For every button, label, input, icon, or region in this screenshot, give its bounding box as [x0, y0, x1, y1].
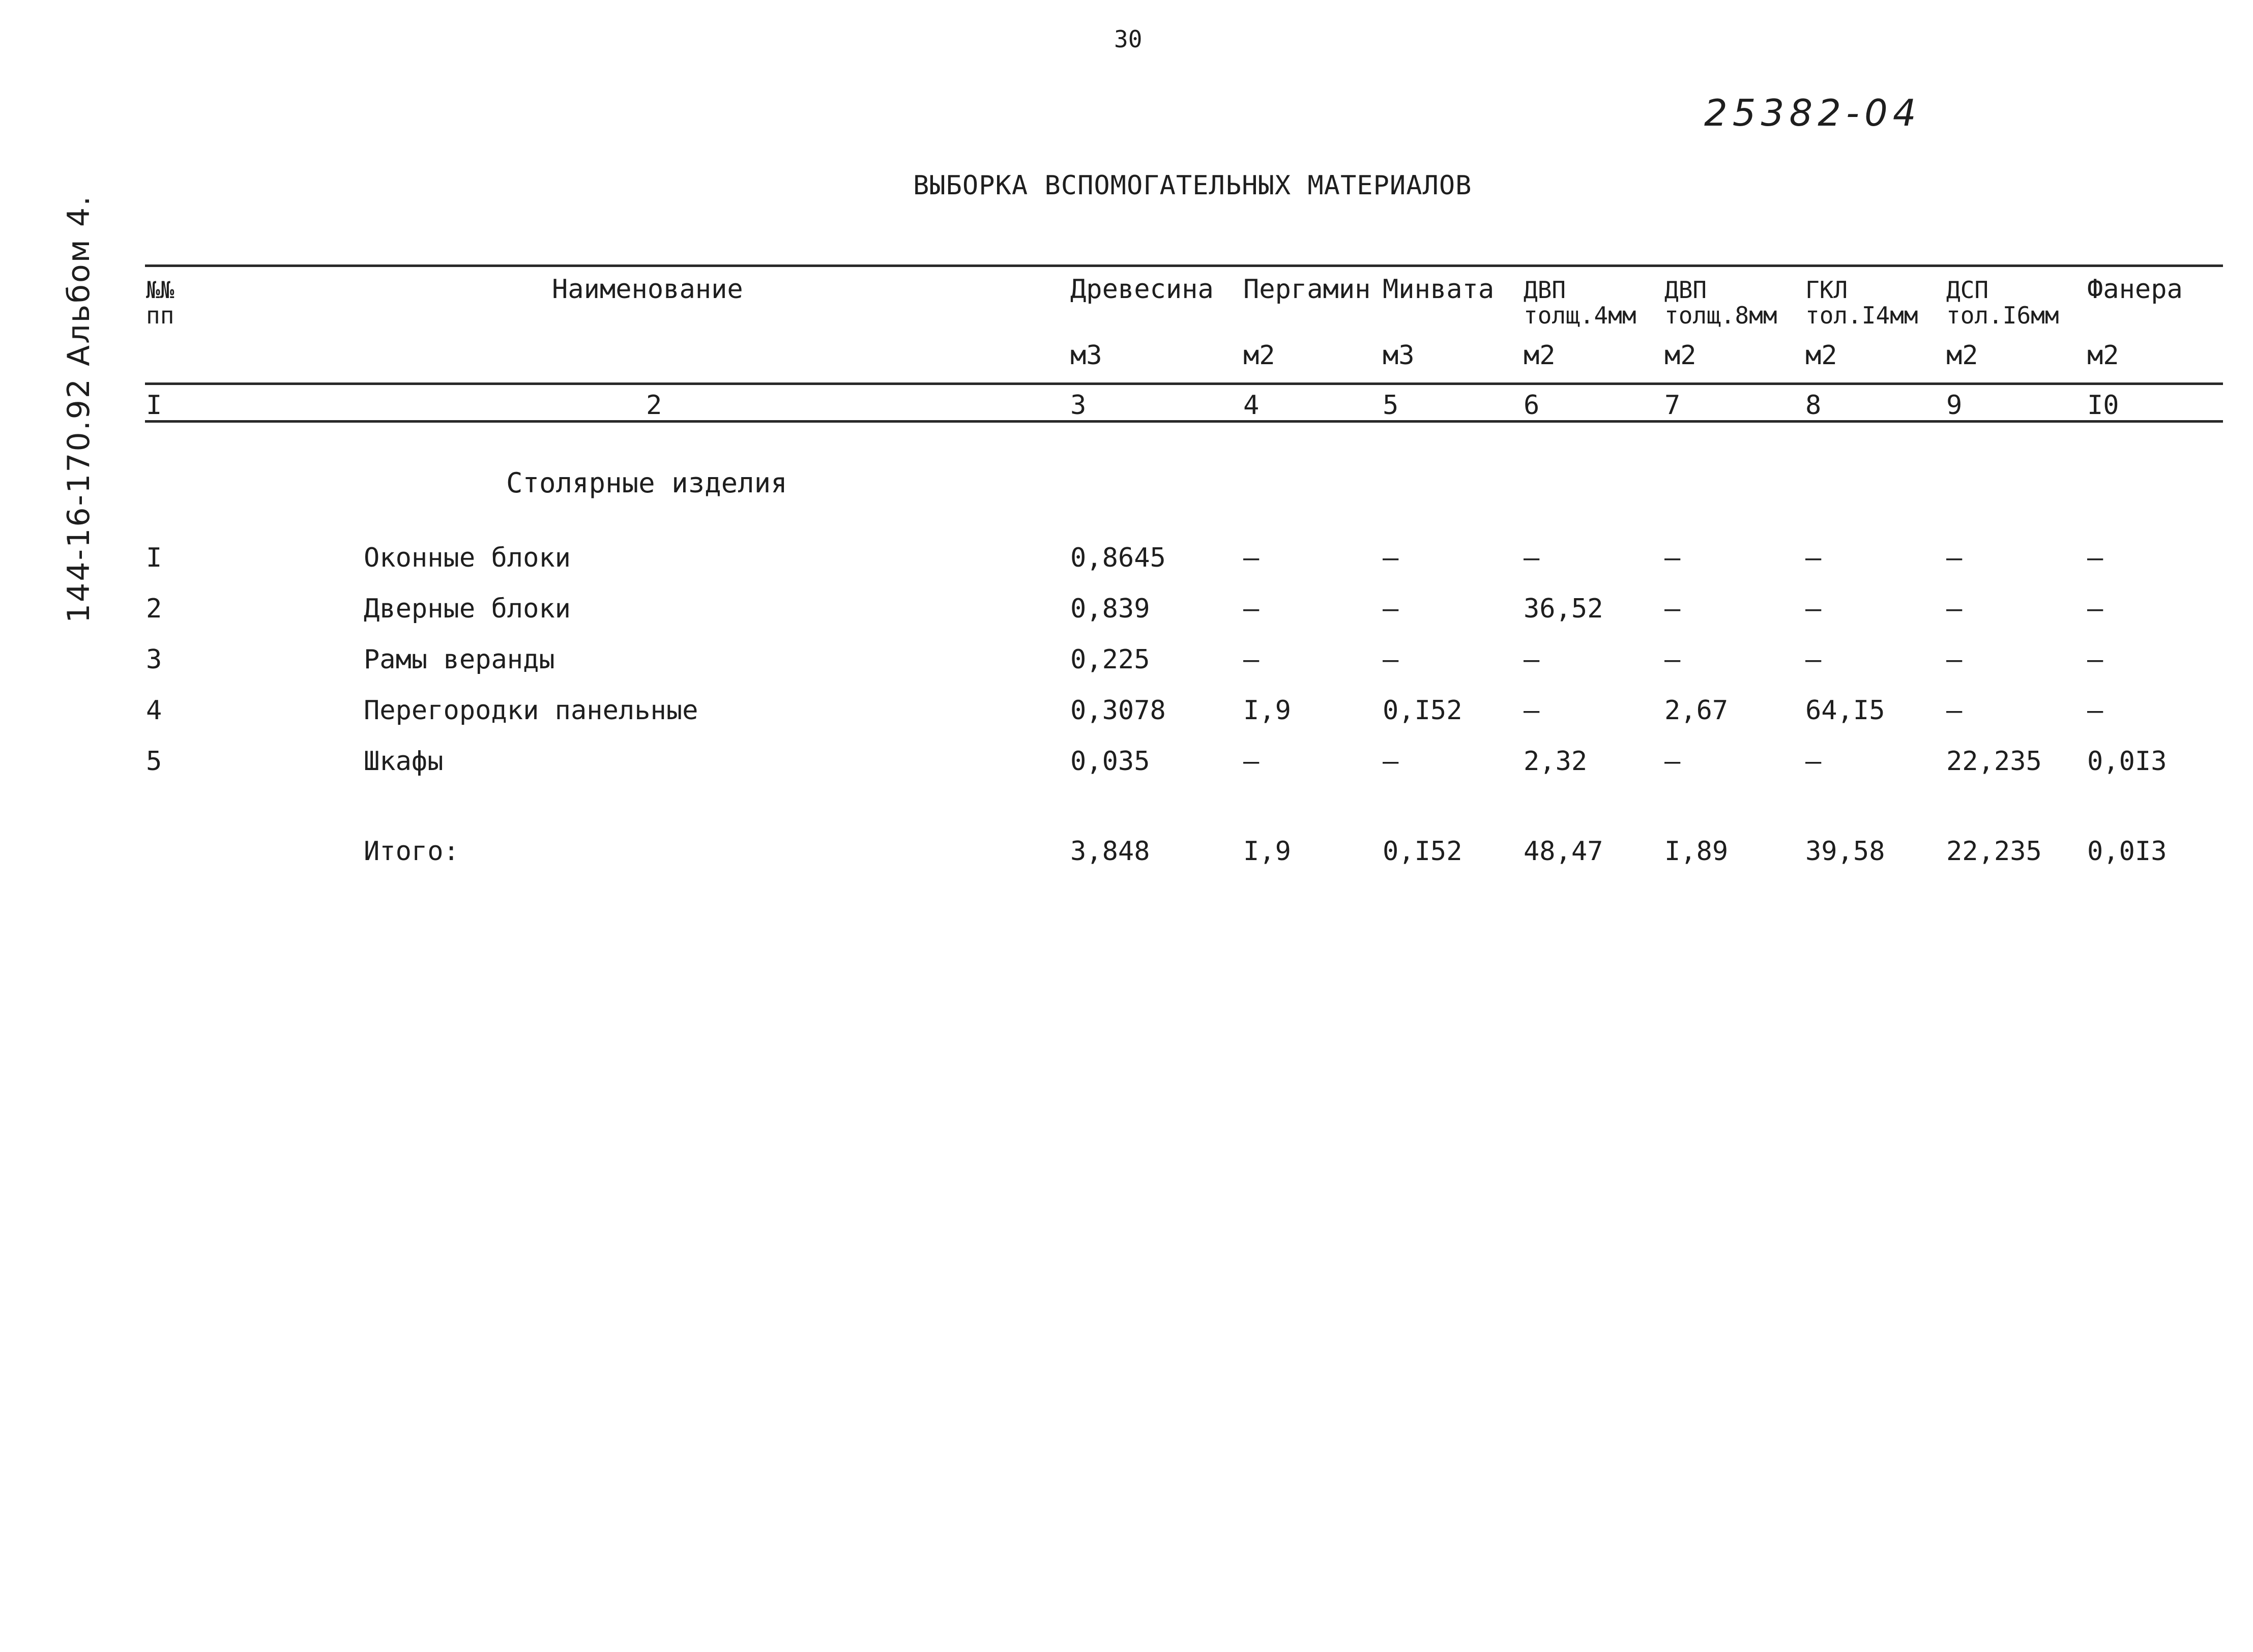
row-value: I,9: [1243, 695, 1291, 726]
row-value: –: [1664, 746, 1681, 777]
column-number: I0: [2087, 390, 2119, 421]
row-value: –: [1664, 594, 1681, 624]
unit-cell: м2: [1946, 340, 1978, 371]
header-number-line2: пп: [146, 302, 174, 329]
row-value: –: [1383, 644, 1399, 675]
row-name: Оконные блоки: [364, 543, 571, 573]
header-plywood: Фанера: [2087, 274, 2183, 305]
unit-cell: м3: [1070, 340, 1102, 371]
row-value: 36,52: [1524, 594, 1603, 624]
row-value: –: [1946, 543, 1963, 573]
row-value: –: [1524, 695, 1540, 726]
column-number: 5: [1383, 390, 1399, 421]
row-name: Перегородки панельные: [364, 695, 698, 726]
unit-cell: м2: [1805, 340, 1837, 371]
row-value: –: [2087, 644, 2103, 675]
total-label: Итого:: [364, 836, 459, 867]
total-value: 39,58: [1805, 836, 1885, 867]
row-name: Шкафы: [364, 746, 444, 777]
row-value: –: [2087, 594, 2103, 624]
header-pergamin: Пергамин: [1243, 274, 1371, 305]
row-value: –: [1805, 543, 1822, 573]
column-number: 3: [1070, 390, 1087, 421]
unit-cell: м2: [2087, 340, 2119, 371]
row-number: I: [146, 543, 162, 573]
row-value: 22,235: [1946, 746, 2042, 777]
row-value: 64,I5: [1805, 695, 1885, 726]
page-number: 30: [1114, 25, 1143, 53]
header-number-line1: №№: [146, 276, 174, 304]
row-value: –: [1524, 543, 1540, 573]
total-value: I,9: [1243, 836, 1291, 867]
row-value: –: [1243, 543, 1260, 573]
row-value: 0,3078: [1070, 695, 1166, 726]
table-top-rule: [145, 264, 2223, 267]
header-dvp4-line2: толщ.4мм: [1524, 302, 1636, 329]
total-value: I,89: [1664, 836, 1729, 867]
unit-cell: м2: [1664, 340, 1696, 371]
header-minvata: Минвата: [1383, 274, 1495, 305]
row-value: –: [1524, 644, 1540, 675]
row-value: –: [2087, 543, 2103, 573]
row-name: Дверные блоки: [364, 594, 571, 624]
header-dvp8-line1: ДВП: [1664, 276, 1707, 304]
row-value: –: [1664, 543, 1681, 573]
row-number: 5: [146, 746, 162, 777]
row-value: 2,67: [1664, 695, 1729, 726]
row-value: 0,I52: [1383, 695, 1462, 726]
row-value: 2,32: [1524, 746, 1588, 777]
header-gkl-line2: тол.I4мм: [1805, 302, 1918, 329]
row-name: Рамы веранды: [364, 644, 555, 675]
header-dsp-line2: тол.I6мм: [1946, 302, 2059, 329]
row-value: –: [1664, 644, 1681, 675]
column-number: 6: [1524, 390, 1540, 421]
document-code: 25382-04: [1704, 92, 1921, 134]
header-name: Наименование: [552, 274, 743, 305]
unit-cell: м3: [1383, 340, 1415, 371]
table-header-bottom-rule: [145, 420, 2223, 423]
side-stamp: 144-16-170.92 Альбом 4.: [61, 194, 97, 623]
header-dvp4-line1: ДВП: [1524, 276, 1566, 304]
row-value: –: [2087, 695, 2103, 726]
unit-cell: м2: [1243, 340, 1275, 371]
column-number: 8: [1805, 390, 1822, 421]
row-value: –: [1243, 594, 1260, 624]
header-wood: Древесина: [1070, 274, 1214, 305]
row-value: 0,8645: [1070, 543, 1166, 573]
row-value: 0,035: [1070, 746, 1150, 777]
column-number: I: [146, 390, 162, 421]
row-value: –: [1383, 746, 1399, 777]
total-value: 3,848: [1070, 836, 1150, 867]
column-number: 2: [646, 390, 662, 421]
column-number: 9: [1946, 390, 1963, 421]
column-number: 4: [1243, 390, 1260, 421]
row-value: –: [1805, 644, 1822, 675]
row-value: –: [1946, 644, 1963, 675]
header-dsp-line1: ДСП: [1946, 276, 1989, 304]
row-value: –: [1805, 746, 1822, 777]
row-value: 0,0I3: [2087, 746, 2167, 777]
row-value: –: [1383, 543, 1399, 573]
row-value: –: [1383, 594, 1399, 624]
table-units-rule: [145, 382, 2223, 385]
total-value: 48,47: [1524, 836, 1603, 867]
total-value: 0,I52: [1383, 836, 1462, 867]
row-value: –: [1243, 746, 1260, 777]
document-title: ВЫБОРКА ВСПОМОГАТЕЛЬНЫХ МАТЕРИАЛОВ: [913, 170, 1472, 201]
total-value: 0,0I3: [2087, 836, 2167, 867]
column-number: 7: [1664, 390, 1681, 421]
row-value: –: [1243, 644, 1260, 675]
row-value: 0,839: [1070, 594, 1150, 624]
unit-cell: м2: [1524, 340, 1556, 371]
header-dvp8-line2: толщ.8мм: [1664, 302, 1777, 329]
row-number: 3: [146, 644, 162, 675]
total-value: 22,235: [1946, 836, 2042, 867]
row-value: 0,225: [1070, 644, 1150, 675]
row-number: 4: [146, 695, 162, 726]
section-title: Столярные изделия: [506, 467, 787, 499]
row-value: –: [1946, 594, 1963, 624]
row-value: –: [1805, 594, 1822, 624]
row-value: –: [1946, 695, 1963, 726]
header-gkl-line1: ГКЛ: [1805, 276, 1848, 304]
row-number: 2: [146, 594, 162, 624]
